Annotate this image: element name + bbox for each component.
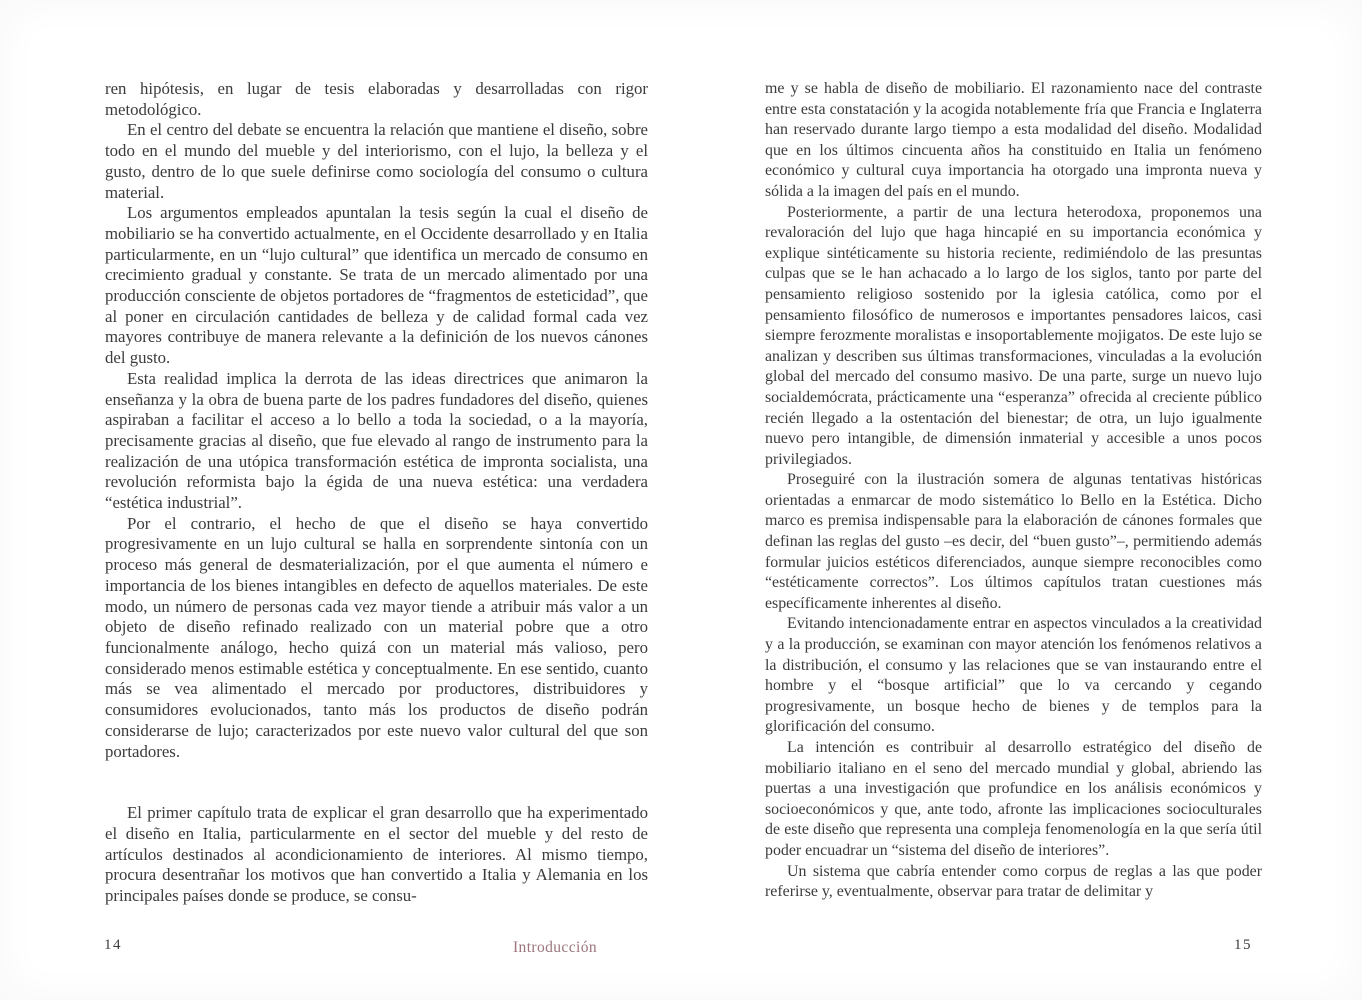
paragraph: En el centro del debate se encuentra la relación que mantiene el diseño, sobre todo en el mundo del mueble y del interiorismo, con el lujo, la belleza y el gusto, dentro de lo que suele definirse como sociología del consumo o cultura material. — [105, 120, 648, 202]
paragraph: Esta realidad implica la derrota de las ideas directrices que animaron la enseñanza y la obra de buena parte de los padres fundadores del diseño, quienes aspiraban a facilitar el acceso a lo bello a toda la sociedad, o a la mayoría, precisamente gracias al diseño, que fue elevado al rango de instrumento para la realización de una utópica transformación estética de impronta socialista, una revolución reformista bajo la égida de una nueva estética: una verdadera “estética industrial”. — [105, 368, 648, 513]
paragraph: Por el contrario, el hecho de que el diseño se haya convertido progresivamente en un lujo cultural se halla en sorprendente sintonía con un proceso más general de desmaterialización, por el que aumenta el número e importancia de los bienes intangibles en defecto de aquellos materiales. De este modo, un número de personas cada vez mayor tiende a atribuir más valor a un objeto de diseño refinado realizado con un material pobre que a otro funcionalmente análogo, hecho quizá con un material más valioso, pero considerado menos estimable estética y conceptualmente. En ese sentido, cuanto más se vea alimentado el mercado por productores, distribuidores y consumidores evolucionados, tanto más los productos de diseño podrán considerarse de lujo; caracterizados por este nuevo valor cultural del que son portadores. — [105, 513, 648, 761]
paragraph: Evitando intencionadamente entrar en aspectos vinculados a la creatividad y a la producción, se examinan con mayor atención los fenómenos relativos a la distribución, el consumo y las relaciones que se van instaurando entre el hombre y el “bosque artificial” que lo va cercando y cegando progresivamente, un bosque hecho de bienes y de templos para la glorificación del consumo. — [765, 615, 1262, 736]
page-number-left: 14 — [104, 937, 122, 953]
page-number-right: 15 — [1234, 937, 1252, 953]
right-page-text-block — [765, 79, 1262, 903]
paragraph: El primer capítulo trata de explicar el gran desarrollo que ha experimentado el diseño en Italia, particularmente en el sector del mueble y del resto de artículos destinados al acondicionamiento de interiores. Al mismo tiempo, procura desentrañar los motivos que han convertido a Italia y Alemania en los principales países donde se produce, se consu- — [105, 803, 648, 906]
paragraph: ren hipótesis, en lugar de tesis elaboradas y desarrolladas con rigor metodológico. — [105, 79, 648, 119]
left-page-text-block — [105, 79, 648, 907]
paragraph: Los argumentos empleados apuntalan la tesis según la cual el diseño de mobiliario se ha convertido actualmente, en el Occidente desarrollado y en Italia particularmente, en un “lujo cultural” que identifica un mercado de consumo en crecimiento gradual y constante. Se trata de un mercado alimentado por una producción consciente de objetos portadores de “fragmentos de esteticidad”, que al poner en circulación cantidades de belleza y de calidad formal cada vez mayores contribuye de manera relevante a la definición de los nuevos cánones del gusto. — [105, 203, 648, 368]
running-footer-chapter-title: Introducción — [513, 939, 597, 956]
paragraph: Posteriormente, a partir de una lectura heterodoxa, proponemos una revaloración del lujo que haga hincapié en su importancia económica y explique sintéticamente su historia reciente, redimiéndolo de las presuntas culpas que se le han achacado a lo largo de los siglos, tanto por parte del pensamiento religioso sostenido por la iglesia católica, como por el pensamiento filosófico de numerosos e importantes pensadores laicos, casi siempre ferozmente moralistas e insoportablemente mojigatos. De este lujo se analizan y describen sus últimas transformaciones, vinculadas a la evolución global del mercado del consumo masivo. De una parte, surge un nuevo lujo socialdemócrata, prácticamente una “esperanza” ofrecida al creciente público recién llegado a la ostentación del bienestar; de otra, un lujo igualmente nuevo pero intangible, de dimensión inmaterial y accesible a unos pocos privilegiados. — [765, 203, 1262, 468]
paragraph: La intención es contribuir al desarrollo estratégico del diseño de mobiliario italiano en el seno del mercado mundial y global, abriendo las puertas a una investigación que profundice en los análisis económicos y socioeconómicos y que, ante todo, afronte las implicaciones socioculturales de este diseño que representa una compleja fenomenología en la que sería útil poder encuadrar un “sistema del diseño de interiores”. — [765, 739, 1262, 859]
paragraph: Un sistema que cabría entender como corpus de reglas a las que poder referirse y, eventualmente, observar para tratar de delimitar y — [765, 862, 1262, 901]
paragraph: Proseguiré con la ilustración somera de algunas tentativas históricas orientadas a enmarcar de modo sistemático lo Bello en la Estética. Dicho marco es premisa indispensable para la elaboración de cánones formales que definan las reglas del gusto –es decir, del “buen gusto”–, permitiendo además formular juicios estéticos diferenciados, aunque siempre reconocibles como “estéticamente correctos”. Los últimos capítulos tratan cuestiones más específicamente inherentes al diseño. — [765, 471, 1262, 612]
paragraph: me y se habla de diseño de mobiliario. El razonamiento nace del contraste entre esta constatación y la acogida notablemente fría que Francia e Inglaterra han reservado durante largo tiempo a esta modalidad del diseño. Modalidad que en los últimos cincuenta años ha constituido en Italia un fenómeno económico y cultural cuya importancia ha otorgado una impronta nueva y sólida a la imagen del país en el mundo. — [765, 80, 1262, 200]
